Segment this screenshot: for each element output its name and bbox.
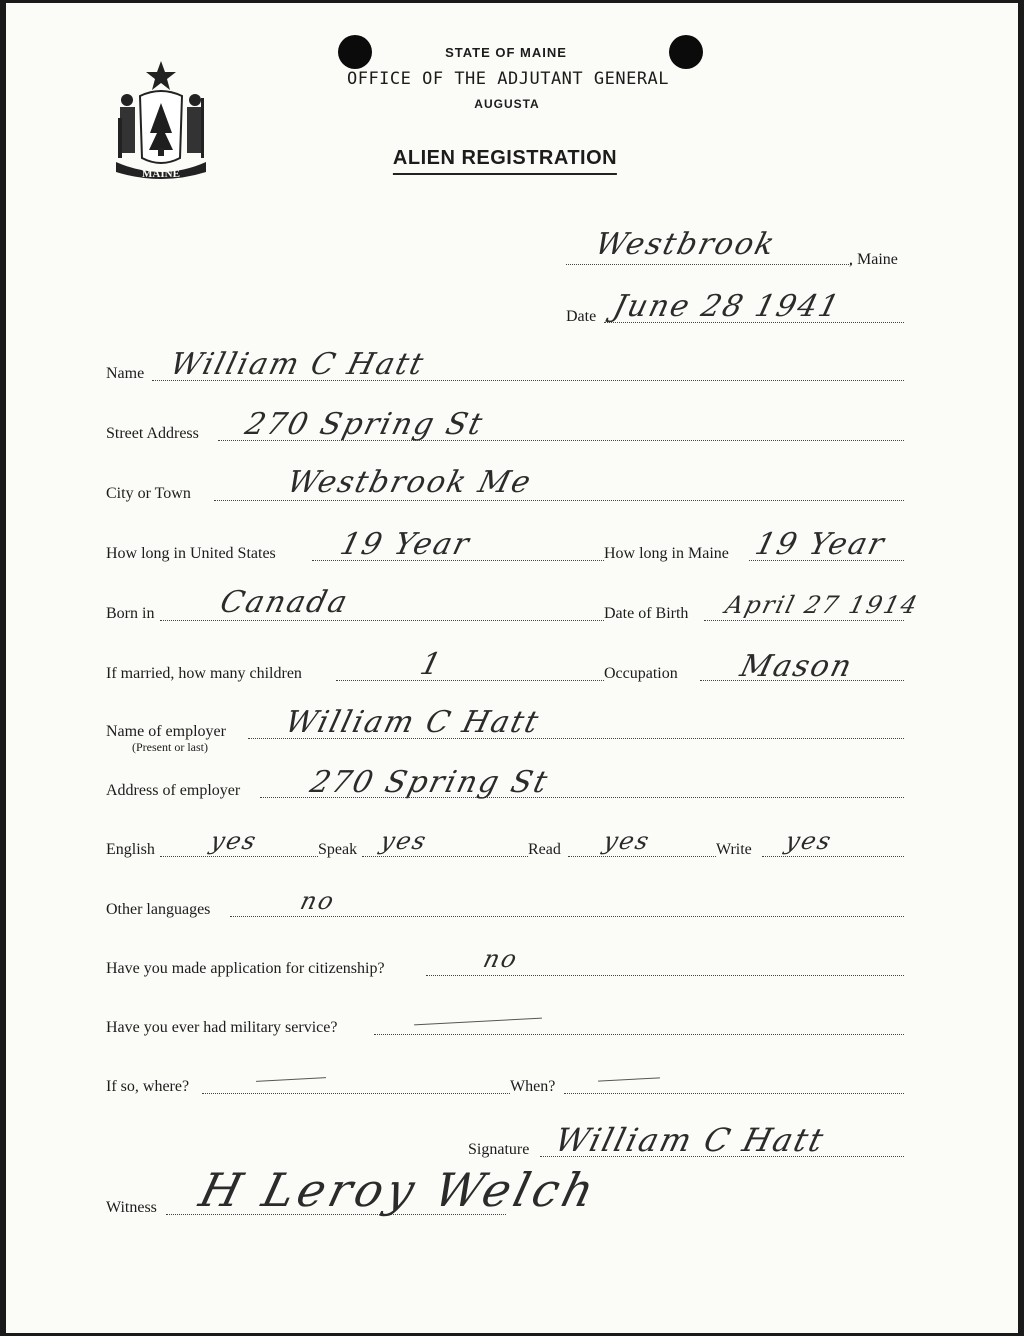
form-sheet — [6, 3, 1018, 1333]
name-label: Name — [106, 365, 145, 382]
city-label: City or Town — [106, 485, 191, 502]
read-value: yes — [600, 827, 654, 855]
form-title: ALIEN REGISTRATION — [393, 147, 617, 175]
write-label: Write — [716, 841, 752, 858]
english-label: English — [106, 841, 155, 858]
how-long-maine-label: How long in Maine — [604, 545, 729, 562]
date-label: Date — [566, 308, 597, 325]
how-long-maine-value: 19 Year — [751, 527, 890, 562]
military-label: Have you ever had military service? — [106, 1019, 338, 1036]
read-label: Read — [528, 841, 561, 858]
speak-value: yes — [377, 827, 431, 855]
date-value: June 28 1941 — [609, 289, 845, 324]
seal-motto: MAINE — [142, 168, 180, 180]
children-value: 1 — [416, 647, 447, 682]
witness-value: H Leroy Welch — [194, 1163, 604, 1217]
punch-hole-left — [338, 35, 372, 69]
employer-label: Name of employer — [106, 723, 226, 740]
punch-hole-right — [669, 35, 703, 69]
employer-address-value: 270 Spring St — [306, 765, 553, 800]
employer-value: William C Hatt — [281, 705, 544, 740]
citizenship-value: no — [480, 945, 522, 973]
office-heading: OFFICE OF THE ADJUTANT GENERAL — [346, 69, 670, 89]
place-value: Westbrook — [591, 227, 780, 262]
born-in-value: Canada — [216, 585, 353, 620]
state-heading: STATE OF MAINE — [445, 45, 567, 60]
military-dash — [414, 1018, 542, 1026]
born-in-label: Born in — [106, 605, 155, 622]
employer-sublabel: (Present or last) — [132, 740, 208, 754]
signature-label: Signature — [468, 1141, 530, 1158]
witness-label: Witness — [106, 1199, 157, 1216]
date-of-birth-value: April 27 1914 — [722, 591, 922, 619]
maine-seal-icon — [110, 58, 212, 186]
other-languages-label: Other languages — [106, 901, 211, 918]
employer-address-label: Address of employer — [106, 782, 241, 799]
speak-label: Speak — [318, 841, 358, 858]
children-label: If married, how many children — [106, 665, 302, 682]
citizenship-label: Have you made application for citizenship? — [106, 960, 385, 977]
street-value: 270 Spring St — [241, 407, 488, 442]
name-value: William C Hatt — [166, 347, 429, 382]
city-heading: AUGUSTA — [474, 97, 540, 111]
signature-value: William C Hatt — [551, 1121, 829, 1159]
occupation-label: Occupation — [604, 665, 678, 682]
when-label: When? — [510, 1078, 556, 1095]
maine-label: , Maine — [849, 251, 898, 268]
how-long-us-label: How long in United States — [106, 545, 276, 562]
write-value: yes — [782, 827, 836, 855]
occupation-value: Mason — [736, 649, 857, 684]
english-value: yes — [207, 827, 261, 855]
street-label: Street Address — [106, 425, 199, 442]
how-long-us-value: 19 Year — [336, 527, 475, 562]
where-dash — [256, 1077, 326, 1082]
city-value: Westbrook Me — [283, 465, 536, 500]
date-of-birth-label: Date of Birth — [604, 605, 689, 622]
other-languages-value: no — [297, 887, 339, 915]
where-label: If so, where? — [106, 1078, 190, 1095]
when-dash — [598, 1077, 660, 1081]
